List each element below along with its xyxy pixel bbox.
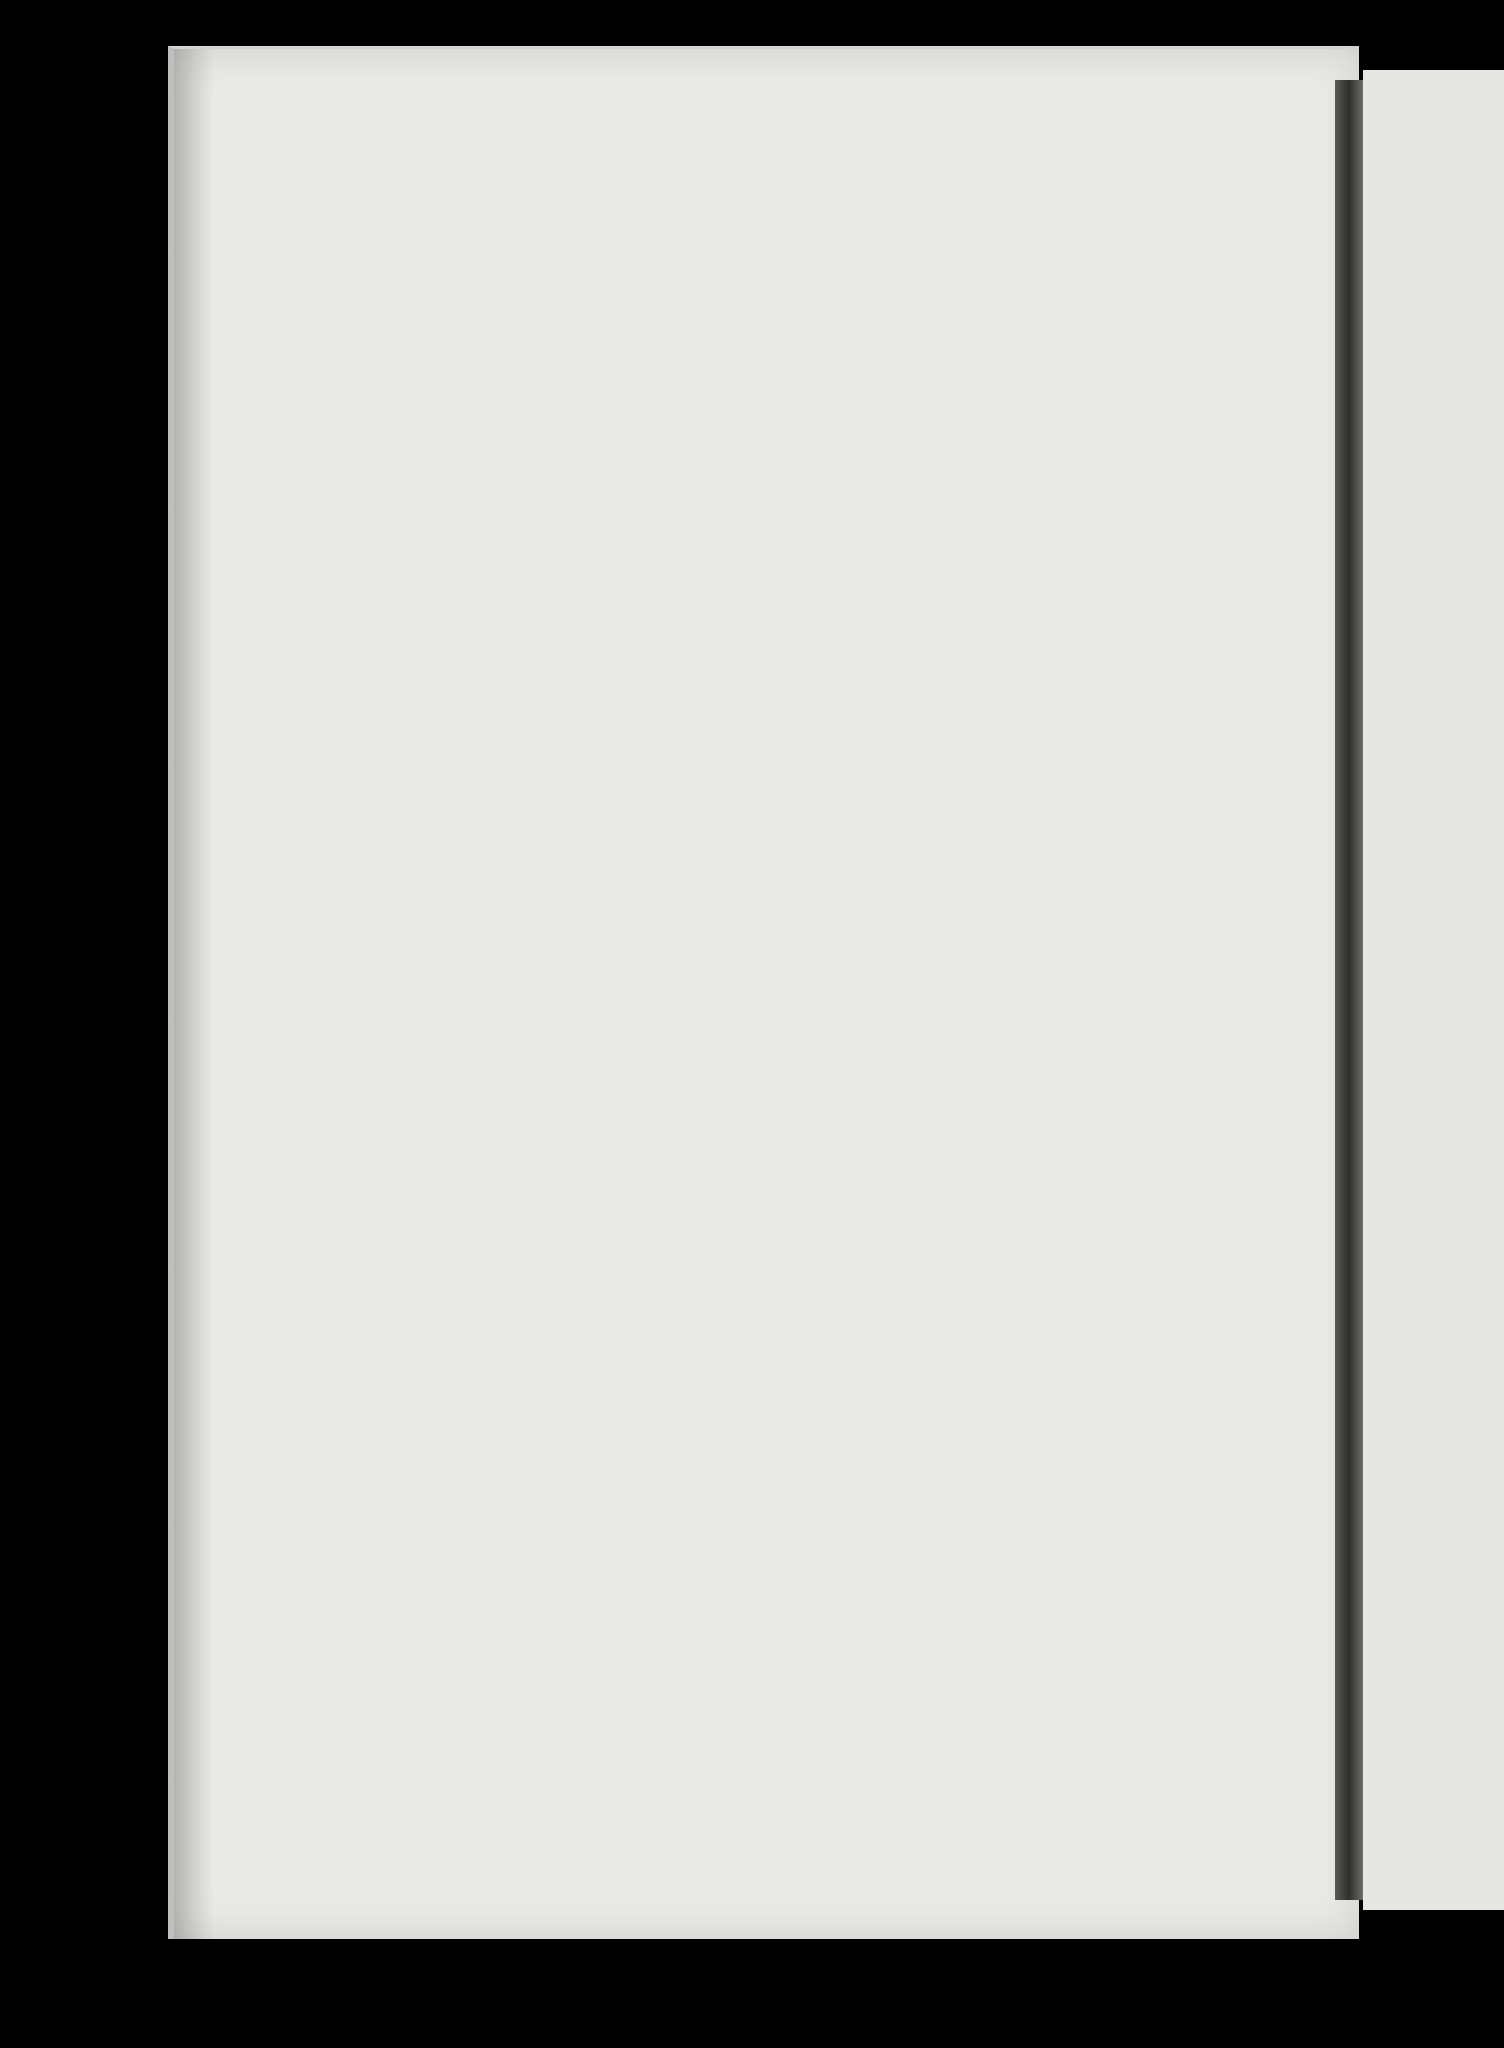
adjacent-page — [1363, 70, 1504, 1910]
page-edge-shadow — [174, 49, 214, 1939]
book-gutter — [1335, 80, 1363, 1900]
document-page — [168, 46, 1359, 1939]
